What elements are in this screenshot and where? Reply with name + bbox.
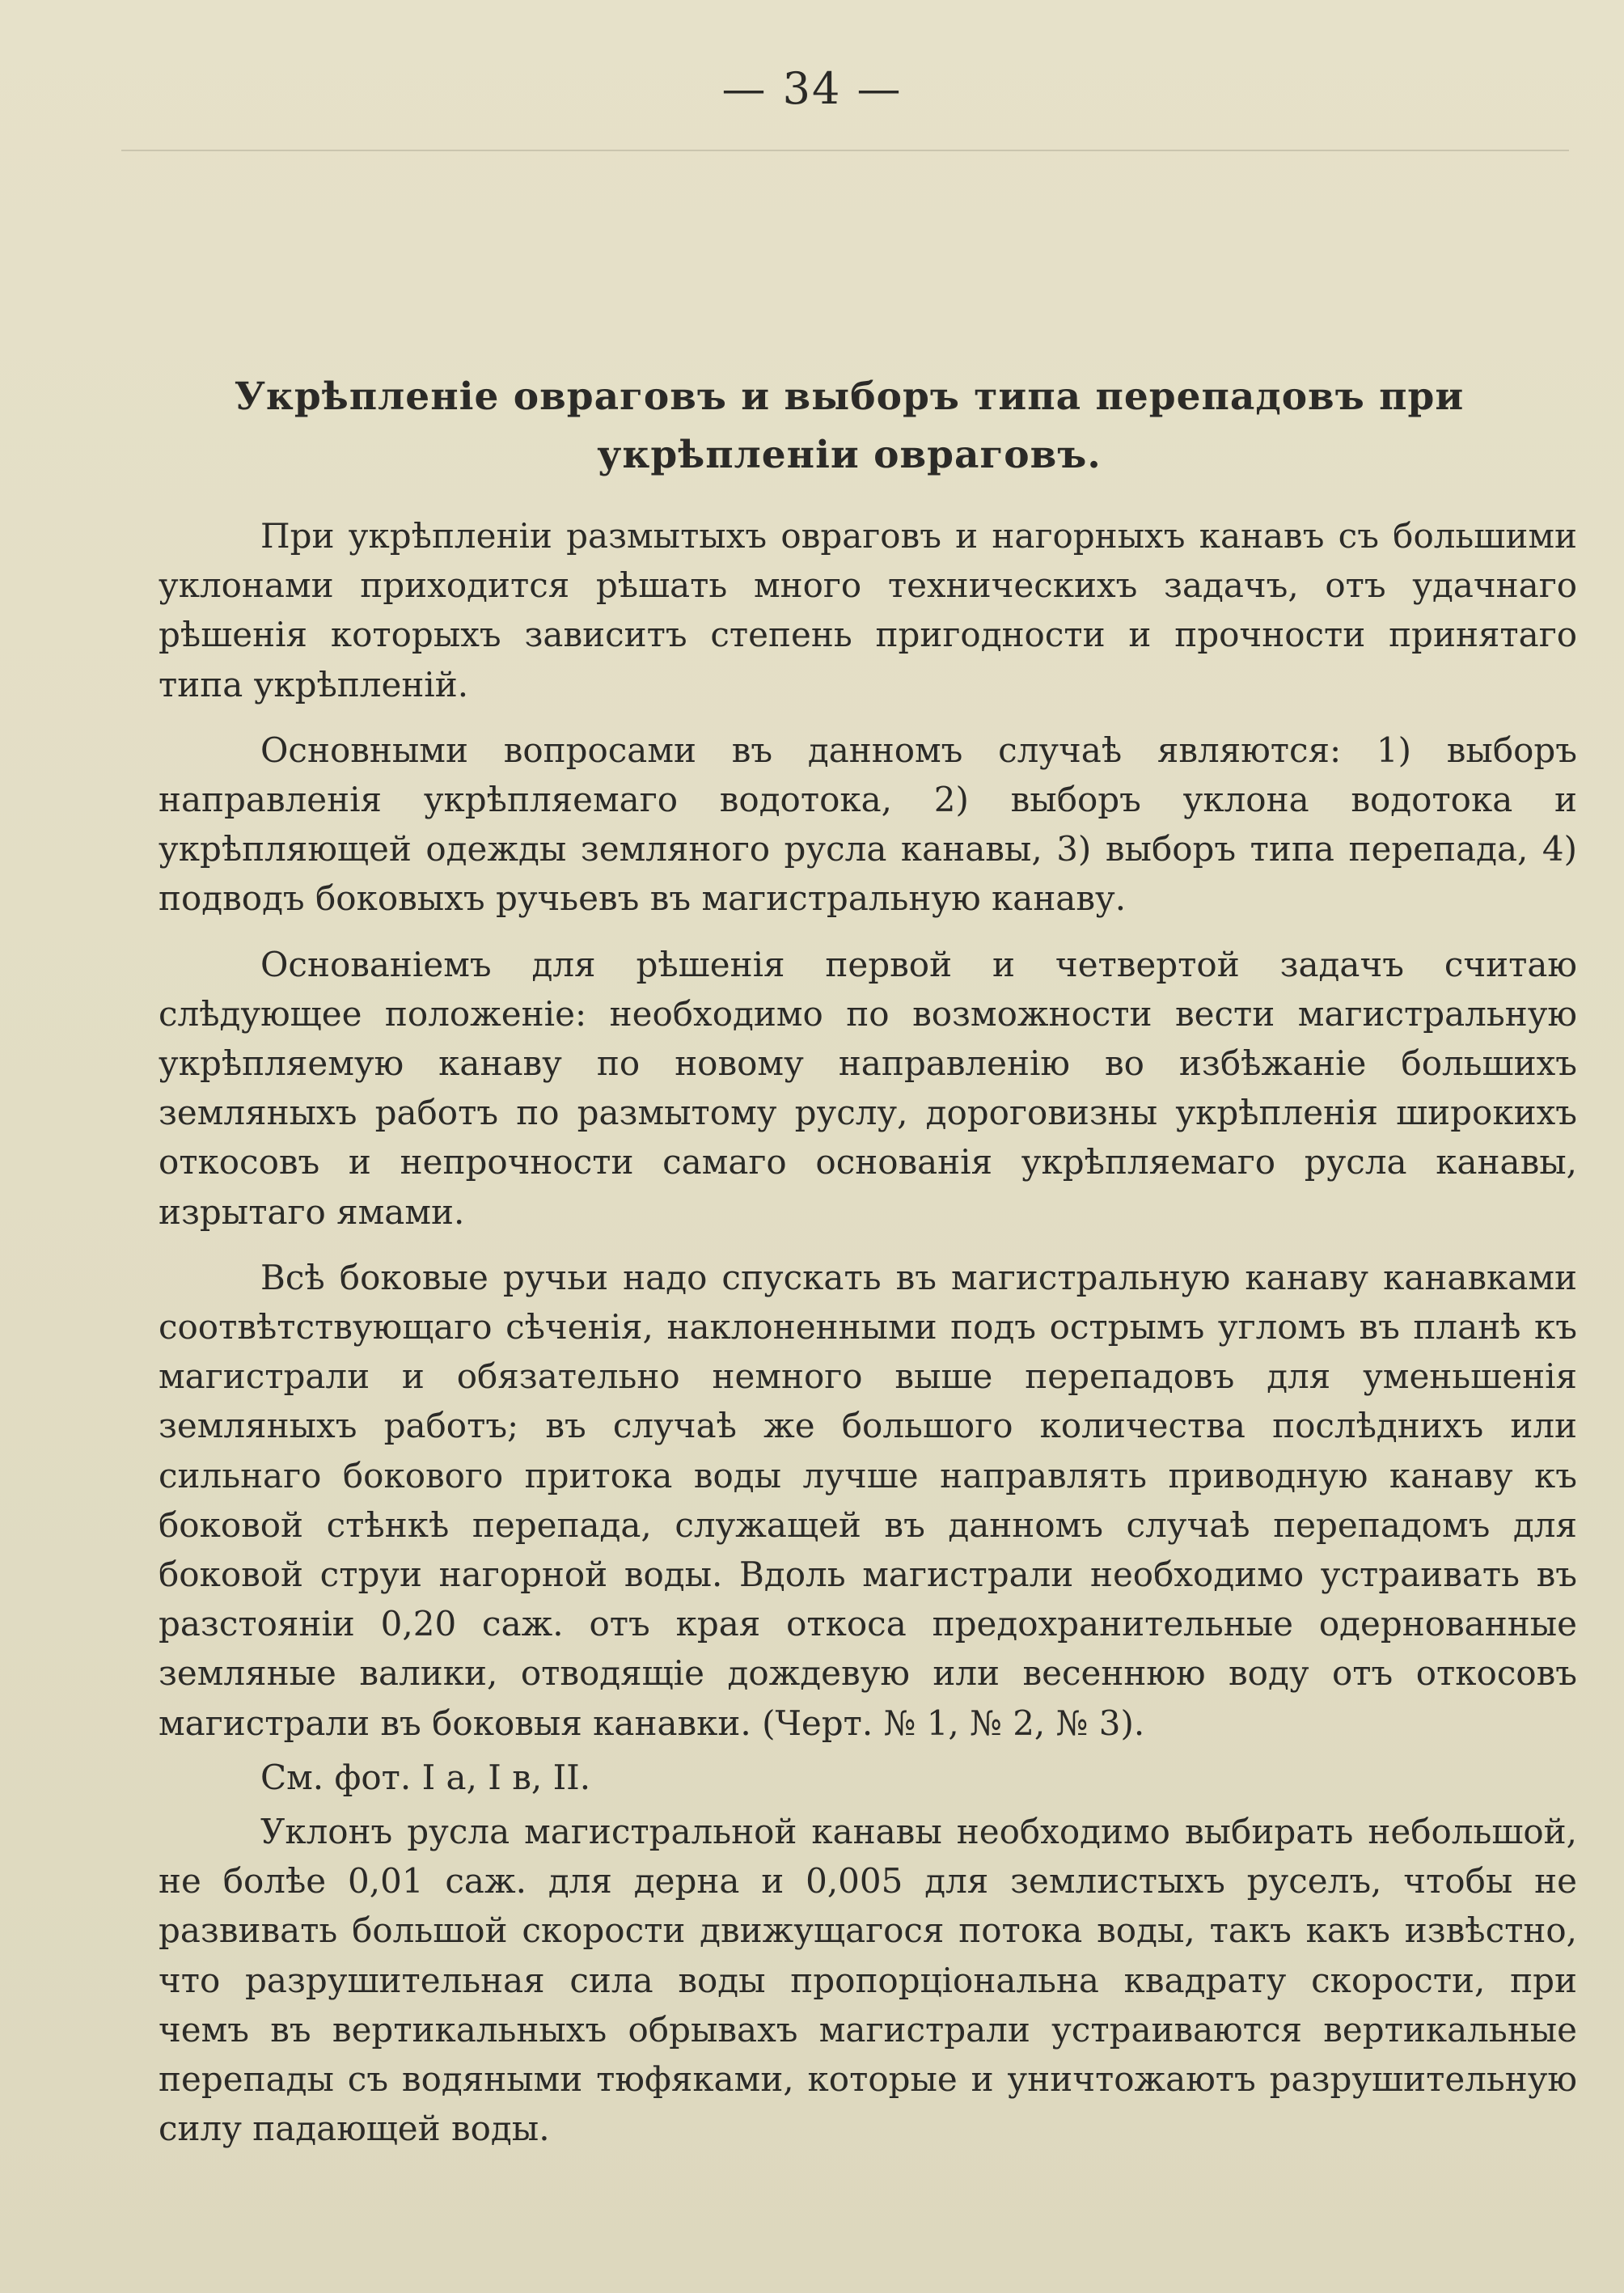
- photo-reference: См. фот. I а, I в, II.: [260, 1757, 591, 1797]
- paragraph: Всѣ боковые ручьи надо спускать въ магистральную канаву канавками соотвѣтствующаго сѣченія, наклоненными подъ острымъ угломъ въ планѣ къ магистрали и обязательно немного выше перепадовъ для уменьшенія земляныхъ работъ; въ случаѣ же большого количества послѣднихъ или сильнаго бокового притока воды лучше направлять приводную канаву къ боковой стѣнкѣ перепада, служащей въ данномъ случаѣ перепадомъ для боковой струи нагорной воды. Вдоль магистрали необходимо устраивать въ разстояніи 0,20 саж. отъ края откоса предохранительные одернованные земляные валики, отводящіе дождевую или весеннюю воду отъ откосовъ магистрали въ боковыя канавки. (Черт. № 1, № 2, № 3).: [159, 1257, 1577, 1743]
- body-text: [159, 511, 1577, 2154]
- paragraph: При укрѣпленіи размытыхъ овраговъ и нагорныхъ канавъ съ большими уклонами приходится рѣшать много техническихъ задачъ, отъ удачнаго рѣшенія которыхъ зависитъ степень пригодности и прочности принятаго типа укрѣпленій.: [159, 516, 1577, 704]
- paragraph: Основаніемъ для рѣшенія первой и четвертой задачъ считаю слѣдующее положеніе: необходимо по возможности вести магистральную укрѣпляемую канаву по новому направленію во избѣжаніе большихъ земляныхъ работъ по размытому руслу, дороговизны укрѣпленія широкихъ откосовъ и непрочности самаго основанія укрѣпляемаго русла канавы, изрытаго ямами.: [159, 944, 1577, 1232]
- paragraph: Уклонъ русла магистральной канавы необходимо выбирать небольшой, не болѣе 0,01 саж. для дерна и 0,005 для землистыхъ руселъ, чтобы не развивать большой скорости движущагося потока воды, такъ какъ извѣстно, что разрушительная сила воды пропорціональна квадрату скорости, при чемъ въ вертикальныхъ обрывахъ магистрали устраиваются вертикальные перепады съ водяными тюфяками, которые и уничтожаютъ разрушительную силу падающей воды.: [159, 1812, 1577, 2149]
- page-number: — 34 —: [721, 63, 903, 114]
- paragraph: Основными вопросами въ данномъ случаѣ являются: 1) выборъ направленія укрѣпляемаго водотока, 2) выборъ уклона водотока и укрѣпляющей одежды земляного русла канавы, 3) выборъ типа перепада, 4) подводъ боковыхъ ручьевъ въ магистральную канаву.: [159, 730, 1577, 919]
- show-through-line: [121, 150, 1569, 151]
- section-heading: Укрѣпленіе овраговъ и выборъ типа перепадовъ при укрѣпленіи овраговъ.: [234, 374, 1465, 477]
